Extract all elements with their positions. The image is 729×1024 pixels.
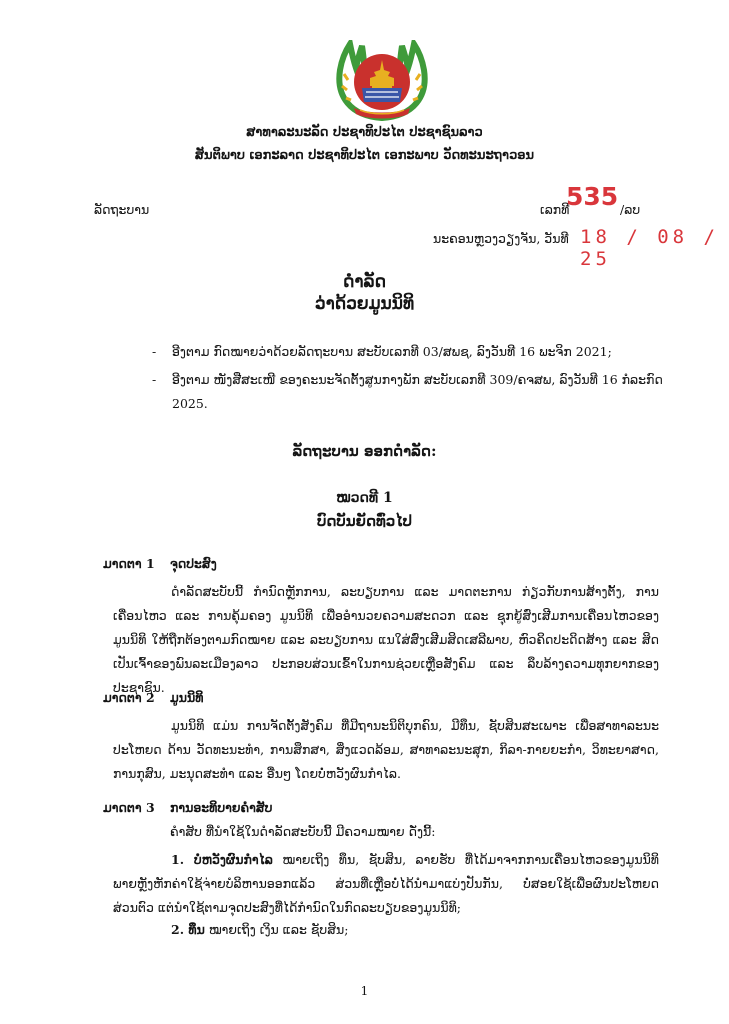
article-2-text: ມູນນິທິ ແມ່ນ ການຈັດຕັ້ງສັງຄົມ ທີ່ມີຖານະນິຕິບຸກຄົນ, ມີທຶນ, ຊັບສິນສະເພາະ ເພື່ອສາທາລະນະປະໂຫຍດ ດ້ານ ວັດທະນະທຳ, ການສຶກສາ, ສິ່ງແວດລ້ອມ, ສາທາລະນະສຸກ, ກິລາ-ກາຍຍະກຳ, ວິທະຍາສາດ, ການກຸສົນ, ມະນຸດສະທຳ ແລະ ອື່ນໆ ໂດຍບໍ່ຫວັງຜົນກຳໄລ. [113,718,659,781]
bullet-dash: - [152,344,157,359]
article-3-intro: ຄຳສັບ ທີ່ນຳໃຊ້ໃນດຳລັດສະບັບນີ້ ມີຄວາມໝາຍ ດັ່ງນີ້: [170,824,436,839]
reference-text: ອີງຕາມ ກົດໝາຍວ່າດ້ວຍລັດຖະບານ ສະບັບເລກທີ 03/ສພຊ, ລົງວັນທີ 16 ພະຈິກ 2021; [172,344,612,359]
reference-text: ອີງຕາມ ໜັງສືສະເໜີ ຂອງຄະນະຈັດຕັ້ງສູນກາງພັກ ສະບັບເລກທີ 309/ຄຈສພ, ລົງວັນທີ 16 ກໍລະກົດ 2025. [172,372,663,411]
bullet-dash: - [152,372,157,387]
definition-term: 1. ບໍ່ຫວັງຜົນກຳໄລ [171,852,273,867]
page-number: 1 [360,984,369,998]
reference-item [152,340,672,364]
article-3-label: ມາດຕາ 3 [103,800,155,815]
document-subject-title: ວ່າດ້ວຍມູນນິທິ [314,294,415,314]
chapter-number: ໝວດທີ 1 [336,490,393,506]
place-date-label: ນະຄອນຫຼວງວຽງຈັນ, ວັນທີ [433,231,569,246]
republic-heading: ສາທາລະນະລັດ ປະຊາທິປະໄຕ ປະຊາຊົນລາວ [246,125,483,140]
definition-text: ໝາຍເຖິງ ທຶນ, ຊັບສິນ, ລາຍຮັບ ທີ່ໄດ້ມາຈາກການເຄື່ອນໄຫວຂອງມູນນິທິ ພາຍຫຼັງຫັກຄ່າໃຊ້ຈ່າຍບໍລິຫານອອກແລ້ວ ສ່ວນທີ່ເຫຼືອບໍ່ໄດ້ນຳມາແບ່ງປັນກັນ, ບໍ່ສອຍໃຊ້ເພື່ອຜົນປະໂຫຍດສ່ວນຕົວ ແຕ່ນຳໃຊ້ຕາມຈຸດປະສົງທີ່ໄດ້ກຳນົດໃນກົດລະບຽບຂອງມູນນິທິ; [113,852,659,915]
national-motto: ສັນຕິພາບ ເອກະລາດ ປະຊາທິປະໄຕ ເອກະພາບ ວັດທະນະຖາວອນ [194,148,535,163]
document-type-title: ດຳລັດ [343,272,386,292]
article-1-label: ມາດຕາ 1 [103,556,155,571]
issuer-label: ລັດຖະບານ [94,202,150,217]
number-label: ເລກທີ [540,202,570,217]
decree-number-stamp: 535 [566,182,619,211]
article-3-title: ການອະທິບາຍຄຳສັບ [170,800,273,815]
article-1-title: ຈຸດປະສົງ [170,556,217,571]
definition-item-2 [113,918,659,942]
article-2-title: ມູນນິທິ [170,690,204,705]
number-suffix: /ລບ [620,202,641,217]
definition-term: 2. ທຶນ [171,922,205,937]
definition-item-1 [113,848,659,920]
national-emblem-icon [332,40,432,124]
decree-date-stamp: 18 / 08 / 25 [580,226,719,270]
reference-item [152,368,672,416]
declaration-heading: ລັດຖະບານ ອອກດຳລັດ: [292,442,437,460]
article-1-text: ດຳລັດສະບັບນີ້ ກຳນົດຫຼັກການ, ລະບຽບການ ແລະ ມາດຕະການ ກ່ຽວກັບການສ້າງຕັ້ງ, ການເຄື່ອນໄຫວ ແລະ ການຄຸ້ມຄອງ ມູນນິທິ ເພື່ອອຳນວຍຄວາມສະດວກ ແລະ ຊຸກຍູ້ສົ່ງເສີມການເຄື່ອນໄຫວຂອງມູນນິທິ ໃຫ້ຖືກຕ້ອງຕາມກົດໝາຍ ແລະ ລະບຽບການ ແນໃສ່ສົ່ງເສີມສິດເສລີພາບ, ຫົວຄິດປະດິດສ້າງ ແລະ ສິດເປັນເຈົ້າຂອງພົນລະເມືອງລາວ ປະກອບສ່ວນເຂົ້າໃນການຊ່ວຍເຫຼືອສັງຄົມ ແລະ ລຶບລ້າງຄວາມທຸກຍາກຂອງປະຊາຊົນ. [113,584,659,695]
article-2-label: ມາດຕາ 2 [103,690,155,705]
chapter-title: ບົດບັນຍັດທົ່ວໄປ [316,512,413,530]
definition-text: ໝາຍເຖິງ ເງິນ ແລະ ຊັບສິນ; [208,922,349,937]
